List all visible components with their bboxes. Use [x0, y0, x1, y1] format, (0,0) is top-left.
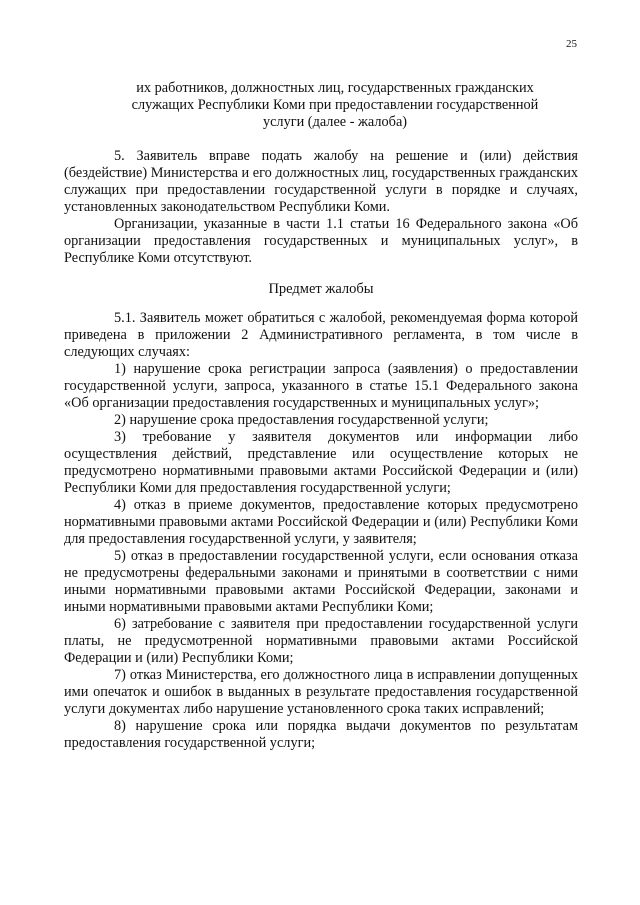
list-item-2: 2) нарушение срока предоставления государственной услуги; — [114, 412, 489, 428]
paragraph-5-1: 5.1. Заявитель может обратиться с жалобой, рекомендуемая форма которой приведена в приложении 2 Административного регламента, в том числе в следующих случаях: — [64, 310, 578, 360]
paragraph-5: 5. Заявитель вправе подать жалобу на решение и (или) действия (бездействие) Министерства и его должностных лиц, государственных гражданских служащих при предоставлении государственной услуги в порядке и случаях, установленных законодательством Республики Коми. — [64, 148, 578, 215]
list-item-5: 5) отказ в предоставлении государственной услуги, если основания отказа не предусмотрены федеральными законами и принятыми в соответствии с ними иными нормативными правовыми актами Российской Федерации, законами и иными нормативными правовыми актами Республики Коми; — [64, 548, 578, 615]
section-heading: Предмет жалобы — [268, 281, 374, 297]
section-51-block — [64, 310, 578, 752]
list-item-4: 4) отказ в приеме документов, предоставление которых предусмотрено нормативными правовыми актами Российской Федерации и (или) Республики Коми для предоставления государственной услуги, у заявителя; — [64, 497, 578, 547]
list-item-1: 1) нарушение срока регистрации запроса (заявления) о предоставлении государственной услуги, запроса, указанного в статье 15.1 Федерального закона «Об организации предоставления государственных и муниципальных услуг»; — [64, 361, 578, 411]
list-item-7: 7) отказ Министерства, его должностного лица в исправлении допущенных ими опечаток и ошибок в выданных в результате предоставления государственной услуги документах либо нарушение установленного срока таких исправлений; — [64, 667, 578, 717]
list-item-3: 3) требование у заявителя документов или информации либо осуществления действий, представление или осуществление которых не предусмотрено нормативными правовыми актами Российской Федерации и (или) Республики Коми для предоставления государственной услуги; — [64, 429, 578, 496]
section-5-block — [64, 148, 578, 267]
list-item-8: 8) нарушение срока или порядка выдачи документов по результатам предоставления государственной услуги; — [64, 718, 578, 751]
page-number: 25 — [566, 38, 577, 50]
list-item-6: 6) затребование с заявителя при предоставлении государственной услуги платы, не предусмотренной нормативными правовыми актами Российской Федерации и (или) Республики Коми; — [64, 616, 578, 666]
paragraph-organizations: Организации, указанные в части 1.1 статьи 16 Федерального закона «Об организации предоставления государственных и муниципальных услуг», в Республике Коми отсутствуют. — [64, 216, 578, 266]
intro-paragraph: их работников, должностных лиц, государственных гражданских служащих Республики Коми при предоставлении государственной услуги (далее - жалоба) — [131, 80, 539, 130]
